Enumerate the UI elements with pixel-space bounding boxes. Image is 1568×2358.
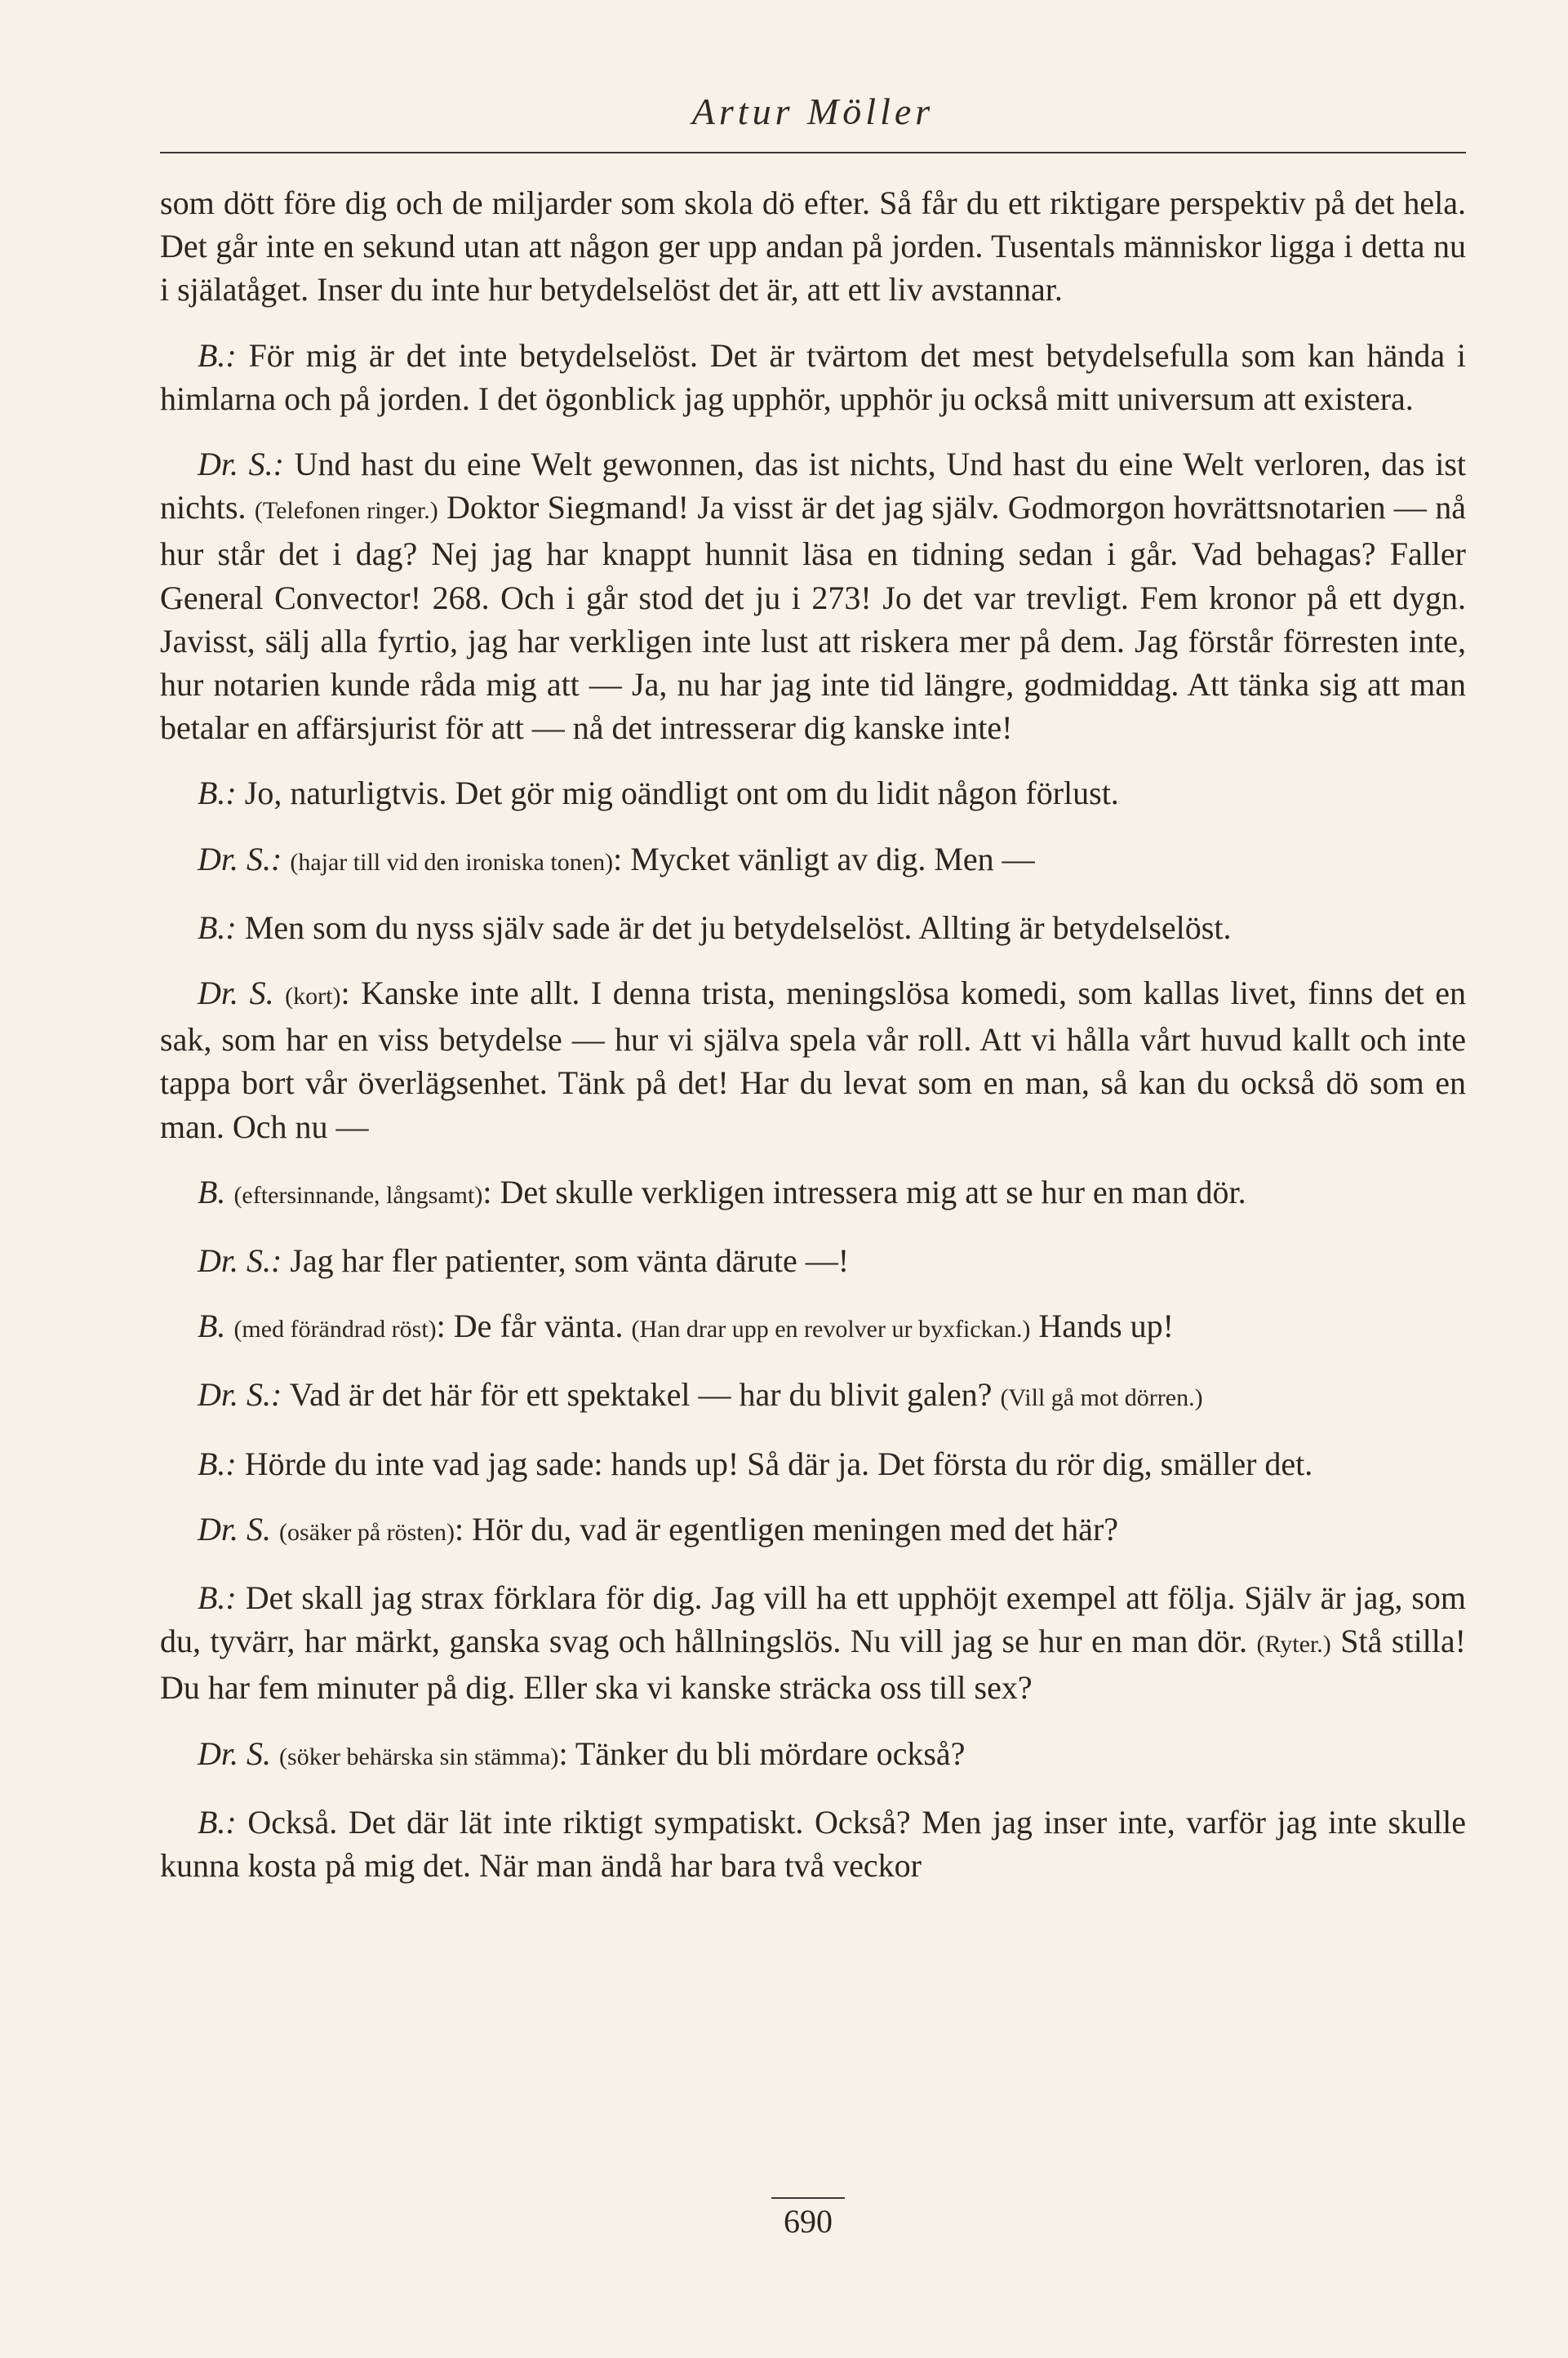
speech-text: Und hast du eine Welt gewonnen, das ist nichts, Und hast du eine Welt verloren, das ist nichts. bbox=[160, 446, 1467, 526]
stage-direction: (Ryter.) bbox=[1256, 1631, 1331, 1659]
stage-direction: (hajar till vid den ironiska tonen) bbox=[290, 848, 614, 876]
dialogue-paragraph bbox=[160, 1442, 1466, 1485]
header-rule bbox=[160, 152, 1466, 153]
dialogue-paragraph bbox=[160, 837, 1466, 884]
paragraph bbox=[160, 181, 1466, 312]
stage-direction: (Vill gå mot dörren.) bbox=[1000, 1384, 1203, 1412]
dialogue-paragraph bbox=[160, 971, 1466, 1148]
speaker-label: Dr. S.: bbox=[198, 840, 282, 877]
stage-direction: (med förändrad röst) bbox=[233, 1316, 437, 1343]
speech-text: Också. Det där lät inte riktigt sympatiskt. Också? Men jag inser inte, varför jag inte skulle kunna kosta på mig det. När man ändå har bara två veckor bbox=[160, 1803, 1467, 1885]
speaker-label: Dr. S.: bbox=[198, 1242, 282, 1280]
paragraph-text: som dött före dig och de miljarder som skola dö efter. Så får du ett riktigare perspektiv på det hela. Det går inte en sekund utan att någon ger upp andan på jorden. Tusentals människor ligga i detta nu i själatåget. Inser du inte hur betydelselöst det är, att ett liv avstannar. bbox=[160, 184, 1466, 309]
speaker-colon: : bbox=[482, 1173, 492, 1210]
dialogue-paragraph bbox=[160, 442, 1466, 749]
speech-text: Hör du, vad är egentligen meningen med det här? bbox=[472, 1510, 1119, 1548]
stage-direction: (Telefonen ringer.) bbox=[254, 497, 438, 525]
speaker-colon: : bbox=[340, 975, 350, 1012]
speaker-label: B.: bbox=[198, 908, 237, 946]
speaker-label: Dr. S.: bbox=[198, 1376, 282, 1414]
speaker-label: B.: bbox=[198, 1803, 237, 1841]
speech-text: Vad är det här för ett spektakel — har du blivit galen? bbox=[289, 1376, 993, 1414]
speaker-label: B. bbox=[198, 1308, 226, 1345]
speaker-label: B.: bbox=[198, 1579, 237, 1617]
speech-text: Jag har fler patienter, som vänta därute —! bbox=[290, 1242, 850, 1280]
speaker-label: Dr. S. bbox=[198, 1734, 272, 1772]
dialogue-paragraph bbox=[160, 1576, 1466, 1710]
dialogue-paragraph bbox=[160, 906, 1466, 949]
stage-direction: (Han drar upp en revolver ur byxfickan.) bbox=[631, 1316, 1031, 1343]
stage-direction: (osäker på rösten) bbox=[279, 1518, 455, 1546]
speaker-label: B.: bbox=[198, 336, 237, 374]
speaker-colon: : bbox=[558, 1734, 568, 1772]
speech-text: Hörde du inte vad jag sade: hands up! Så där ja. Det första du rör dig, smäller det. bbox=[244, 1445, 1313, 1482]
speech-text: De får vänta. bbox=[453, 1308, 624, 1345]
dialogue-paragraph bbox=[160, 1170, 1466, 1217]
speaker-label: Dr. S. bbox=[198, 975, 274, 1012]
speaker-label: B.: bbox=[198, 775, 237, 812]
page-body bbox=[160, 181, 1466, 1909]
speech-text: Men som du nyss själv sade är det ju betydelselöst. Allting är betydelselöst. bbox=[244, 908, 1232, 946]
stage-direction: (söker behärska sin stämma) bbox=[279, 1743, 559, 1770]
speaker-label: Dr. S.: bbox=[198, 446, 284, 483]
speech-text: För mig är det inte betydelselöst. Det är tvärtom det mest betydelsefulla som kan hända i himlarna och på jorden. I det ögonblick jag upphör, upphör ju också mitt universum att existera. bbox=[160, 336, 1466, 417]
dialogue-paragraph bbox=[160, 1801, 1466, 1887]
dialogue-paragraph bbox=[160, 1239, 1466, 1282]
stage-direction: (eftersinnande, långsamt) bbox=[233, 1181, 483, 1209]
speaker-label: B.: bbox=[198, 1445, 237, 1482]
speech-text: Hands up! bbox=[1038, 1308, 1174, 1345]
speech-text: Kanske inte allt. I denna trista, meningslösa komedi, som kallas livet, finns det en sak, som har en viss betydelse — hur vi själva spela vår roll. Att vi hålla vårt huvud kallt och inte tappa bort vår överlägsenhet. Tänk på det! Har du levat som en man, så kan du också dö som en man. Och nu — bbox=[160, 975, 1467, 1145]
speaker-colon: : bbox=[454, 1510, 464, 1548]
dialogue-paragraph bbox=[160, 1373, 1466, 1419]
speech-text: Det skulle verkligen intressera mig att se hur en man dör. bbox=[500, 1173, 1246, 1210]
dialogue-paragraph bbox=[160, 771, 1466, 815]
page-number-rule bbox=[771, 2197, 845, 2199]
speaker-colon: : bbox=[436, 1308, 446, 1345]
dialogue-paragraph bbox=[160, 1732, 1466, 1778]
speaker-colon: : bbox=[613, 840, 623, 877]
speech-text: Jo, naturligtvis. Det gör mig oändligt ont om du lidit någon förlust. bbox=[244, 775, 1119, 812]
dialogue-paragraph bbox=[160, 334, 1466, 420]
dialogue-paragraph bbox=[160, 1508, 1466, 1554]
speech-text: Tänker du bli mördare också? bbox=[575, 1734, 966, 1772]
speech-text: Stå stilla! Du har fem minuter på dig. Eller ska vi kanske sträcka oss till sex? bbox=[160, 1623, 1466, 1707]
running-header-author: Artur Möller bbox=[691, 91, 935, 132]
dialogue-paragraph bbox=[160, 1304, 1466, 1351]
speaker-label: B. bbox=[198, 1173, 226, 1210]
speech-text: Det skall jag strax förklara för dig. Jag vill ha ett upphöjt exempel att följa. Själv är jag, som du, tyvärr, har märkt, ganska svag och hållningslös. Nu vill jag se hur en man dör. bbox=[160, 1579, 1467, 1660]
speech-text: Doktor Siegmand! Ja visst är det jag själv. Godmorgon hovrättsnotarien — nå hur står det i dag? Nej jag har knappt hunnit läsa en tidning sedan i går. Vad behagas? Faller General Convector! 268. Och i går stod det ju i 273! Jo det var trevligt. Fem kronor på ett dygn. Javisst, sälj alla fyrtio, jag har verkligen inte lust att riskera mer på dem. Jag förstår förresten inte, hur notarien kunde råda mig att — Ja, nu har jag inte tid längre, godmiddag. Att tänka sig att man betalar en affärsjurist för att — nå det intresserar dig kanske inte! bbox=[160, 489, 1467, 747]
page-number: 690 bbox=[784, 2203, 833, 2240]
stage-direction: (kort) bbox=[285, 983, 341, 1010]
speaker-label: Dr. S. bbox=[198, 1510, 272, 1548]
speech-text: Mycket vänligt av dig. Men — bbox=[630, 840, 1035, 877]
